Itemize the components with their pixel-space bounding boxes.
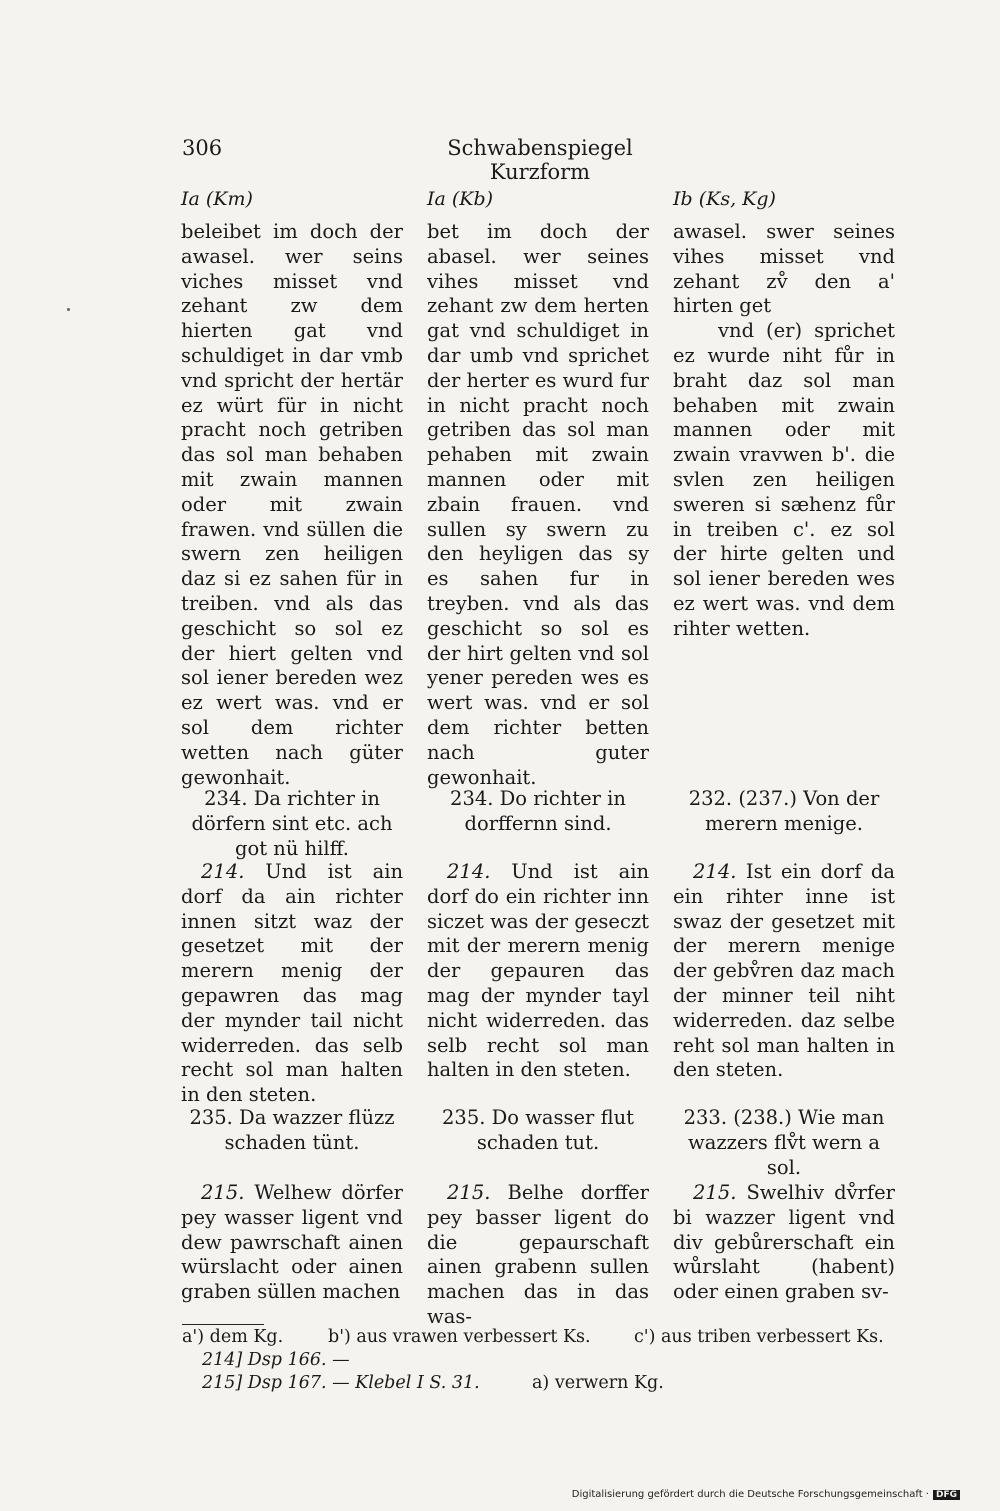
footnote-215: 215] Dsp 167. — Klebel I S. 31. [202, 1373, 480, 1393]
paragraph-text: Ist ein dorf da ein rihter inne ist swaz der gesetzet mit der merern menige der gebv̊ren daz mach der minner teil niht widerreden. daz selbe reht sol man halten in den steten. [673, 860, 895, 1082]
running-title: Schwabenspiegel Kurzform [447, 136, 633, 184]
paragraph-text: Und ist ain dorf da ain richter innen sitzt waz der gesetzet mit der merern menig der gepawren das mag der mynder tail nicht widerreden. das selb recht sol man halten in den steten. [181, 860, 404, 1107]
section-caption: 233. (238.) Wie man wazzers flv̊t wern a sol. [683, 1106, 885, 1179]
footnote-row [182, 1349, 902, 1372]
scan-speck [67, 308, 70, 311]
footnote-b-prime: b') aus vrawen verbessert Ks. [328, 1327, 591, 1347]
paragraph-text: Swelhiv dv̊rfer bi wazzer ligent vnd div gebůrerschaft ein wůrslaht (habent) oder einen graben sv- [673, 1181, 895, 1304]
column-text-block: beleibet im doch der awasel. wer seins viches misset vnd zehant zw dem hierten gat vnd schuldiget in dar vmb vnd spricht der hertär ez würt für in nicht pracht noch getriben das sol man behaben mit zwain mannen oder mit zwain frawen. vnd süllen die swern zen heiligen daz si ez sahen für in treiben. vnd als das geschicht so sol ez der hiert gelten vnd sol iener bereden wez ez wert was. vnd er sol dem richter wetten nach güter gewonhait. [181, 220, 403, 789]
section-caption: 232. (237.) Von der merern menige. [688, 787, 880, 835]
paragraph-text: Welhew dörfer pey wasser ligent vnd dew pawrschaft ainen würslacht oder ainen graben süllen machen [181, 1181, 403, 1304]
credit-text: Digitalisierung gefördert durch die Deutsche Forschungsgemeinschaft · [571, 1489, 929, 1500]
column-text-block [427, 1181, 649, 1330]
column-heading-ib-ks-kg: Ib (Ks, Kg) [673, 188, 776, 210]
section-caption: 235. Do wasser flut schaden tut. [442, 1106, 634, 1154]
digitization-credit [572, 1489, 960, 1500]
footnote-row [182, 1372, 902, 1395]
paragraph-text: awasel. swer seines vihes misset vnd zehant zv̊ den a' hirten get [673, 220, 895, 318]
page-number: 306 [182, 136, 223, 160]
paragraph-number: 214. [201, 860, 245, 883]
column-text-block [181, 860, 403, 1108]
column-text-block [673, 220, 895, 642]
paragraph-number: 215. [693, 1181, 737, 1204]
footnote-a-prime: a') dem Kg. [182, 1327, 284, 1347]
column-text-block [673, 860, 895, 1083]
section-caption: 235. Da wazzer flüzz schaden tünt. [189, 1106, 395, 1154]
column-text-block: bet im doch der abasel. wer seines vihes misset vnd zehant zw dem herten gat vnd schuldiget in dar umb vnd sprichet der herter es wurd fur in nicht pracht noch getriben das sol man pehaben mit zwain mannen oder mit zbain frauen. vnd sullen sy swern zu den heyligen das sy es sahen fur in treyben. vnd als das geschicht so sol es der hirt gelten vnd sol yener pereden wes es wert was. vnd er sol dem richter betten nach guter gewonhait. [427, 220, 649, 789]
footnote-a: a) verwern Kg. [532, 1373, 664, 1393]
paragraph-number: 215. [201, 1181, 245, 1204]
column-heading-ia-km: Ia (Km) [181, 188, 253, 210]
footnote-rule [182, 1324, 264, 1325]
footnote-row [182, 1326, 902, 1349]
section-caption: 234. Do richter in dorffernn sind. [450, 787, 626, 835]
paragraph-text: Belhe dorffer pey basser ligent do die gepaurschaft ainen grabenn sullen machen das in das was- [427, 1181, 649, 1328]
paragraph-text: Und ist ain dorf do ein richter inn siczet was der geseczt mit der merern menig der gepauren das mag der mynder tayl nicht widerreden. das selb recht sol man halten in den steten. [427, 860, 650, 1082]
column-text-block [427, 860, 649, 1083]
paragraph-number: 215. [447, 1181, 491, 1204]
paragraph-text: vnd (er) sprichet ez wurde niht fůr in braht daz sol man behaben mit zwain mannen oder mit zwain vravwen b'. die svlen zen heiligen sweren si sæhenz fůr in treiben c'. ez sol der hirte gelten und sol iener bereden wes ez wert was. vnd dem rihter wetten. [673, 319, 895, 640]
column-text-block [673, 1181, 895, 1305]
footnotes [182, 1326, 902, 1395]
paragraph-number: 214. [693, 860, 737, 883]
section-caption: 234. Da richter in dörfern sint etc. ach got nü hilff. [191, 787, 393, 860]
footnote-214: 214] Dsp 166. — [202, 1350, 350, 1370]
column-heading-ia-kb: Ia (Kb) [427, 188, 494, 210]
paragraph-number: 214. [447, 860, 491, 883]
footnote-c-prime: c') aus triben verbessert Ks. [634, 1327, 884, 1347]
column-text-block [181, 1181, 403, 1305]
dfg-logo: DFG [933, 1490, 960, 1500]
